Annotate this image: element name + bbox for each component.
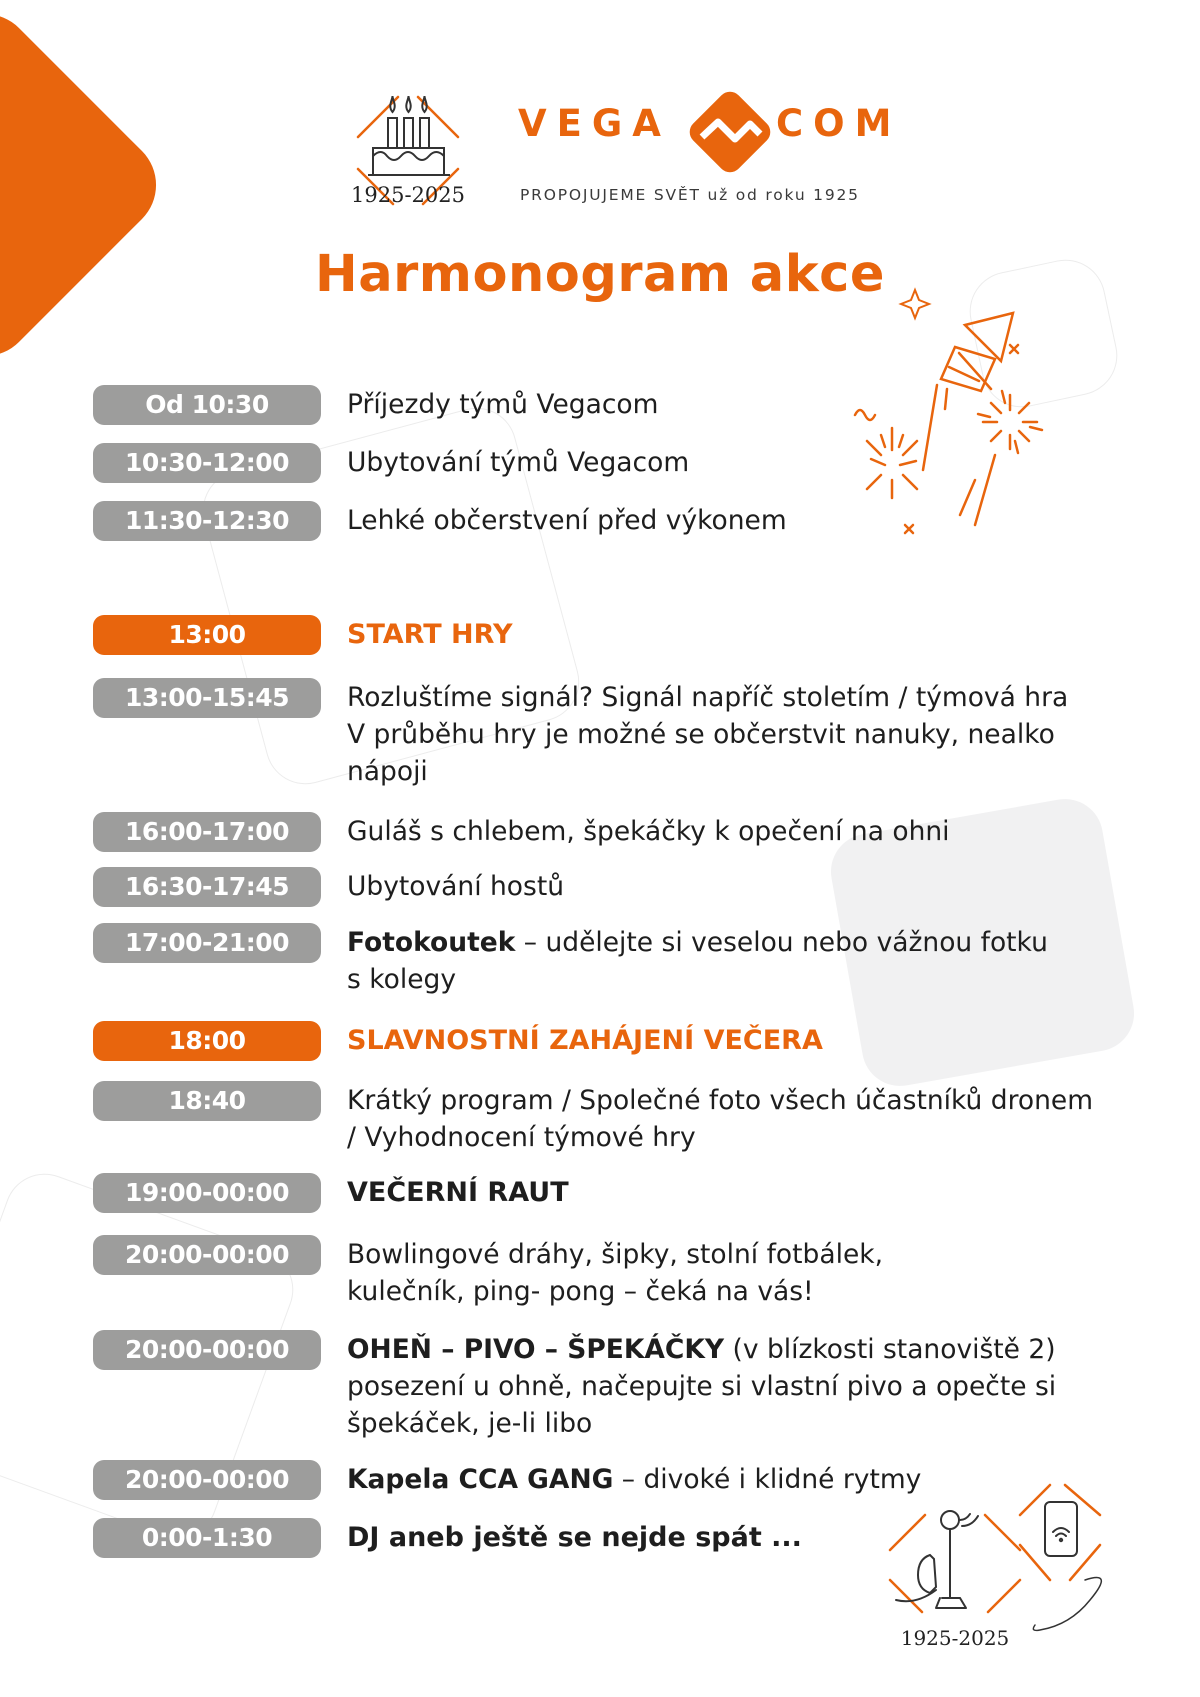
schedule-text [347,679,1197,790]
text-line: V průběhu hry je možné se občerstvit nanuky, nealko [347,719,1055,750]
schedule-text: Ubytování hostů [347,871,565,902]
time-badge: 13:00 [93,615,321,655]
text-bold: Fotokoutek [347,927,516,958]
time-badge: Od 10:30 [93,385,321,425]
time-badge: 17:00-21:00 [93,923,321,963]
vegacom-mark-icon [680,82,780,182]
text-rest: – divoké i klidné rytmy [613,1464,922,1495]
text-line: nápoji [347,756,428,787]
schedule-text [347,1331,1197,1442]
text-rest: (v blízkosti stanoviště 2) [724,1334,1056,1365]
cake-icon [368,96,450,175]
time-badge: 16:30-17:45 [93,867,321,907]
candlestick-telephone-icon [896,1511,978,1608]
schedule-text: Lehké občerstvení před výkonem [347,505,787,536]
text-rest: – udělejte si veselou nebo vážnou fotku [515,927,1048,958]
text-line: s kolegy [347,964,457,995]
time-badge: 20:00-00:00 [93,1460,321,1500]
orange-corner-shape [0,0,176,376]
text-line: / Vyhodnocení týmové hry [347,1122,696,1153]
time-badge: 20:00-00:00 [93,1235,321,1275]
text-line: kulečník, ping- pong – čeká na vás! [347,1276,814,1307]
text-bold: OHEŇ – PIVO – ŠPEKÁČKY [347,1334,725,1365]
anniversary-years: 1925-2025 [351,183,465,207]
schedule-text: Příjezdy týmů Vegacom [347,389,659,420]
text-line: špekáček, je-li libo [347,1408,593,1439]
section-title: DJ aneb ještě se nejde spát ... [347,1522,802,1553]
time-badge: 20:00-00:00 [93,1330,321,1370]
footer-anniversary-logo [870,1480,1120,1660]
schedule-text [347,924,1197,998]
brand-vega: VEGA [518,102,671,145]
section-title: START HRY [347,619,513,650]
smartphone-icon [1045,1502,1077,1556]
time-badge: 19:00-00:00 [93,1173,321,1213]
brand-com: COM [776,102,902,145]
time-badge: 18:40 [93,1081,321,1121]
footer-anniversary-years: 1925-2025 [900,1626,1010,1650]
text-line: Rozluštíme signál? Signál napříč stoletím / týmová hra [347,682,1069,713]
schedule-text [347,1236,1197,1310]
text-line: Bowlingové dráhy, šipky, stolní fotbálek, [347,1239,884,1270]
time-badge: 16:00-17:00 [93,812,321,852]
section-title: VEČERNÍ RAUT [347,1177,569,1208]
fireworks-illustration [845,285,1145,585]
schedule-text: Guláš s chlebem, špekáčky k opečení na ohni [347,816,950,847]
page-title: Harmonogram akce [315,245,885,304]
text-line: posezení u ohně, načepujte si vlastní pivo a opečte si [347,1371,1057,1402]
time-badge: 13:00-15:45 [93,678,321,718]
schedule-text [347,1082,1197,1156]
time-badge: 11:30-12:30 [93,501,321,541]
time-badge: 0:00-1:30 [93,1518,321,1558]
text-bold: Kapela CCA GANG [347,1464,614,1495]
tagline: PROPOJUJEME SVĚT už od roku 1925 [520,186,860,204]
vegacom-logo [518,82,902,177]
text-line: Krátký program / Společné foto všech účastníků dronem [347,1085,1094,1116]
anniversary-cake-logo [318,62,498,227]
schedule-text: Ubytování týmů Vegacom [347,447,690,478]
time-badge: 18:00 [93,1021,321,1061]
time-badge: 10:30-12:00 [93,443,321,483]
section-title: SLAVNOSTNÍ ZAHÁJENÍ VEČERA [347,1025,823,1056]
